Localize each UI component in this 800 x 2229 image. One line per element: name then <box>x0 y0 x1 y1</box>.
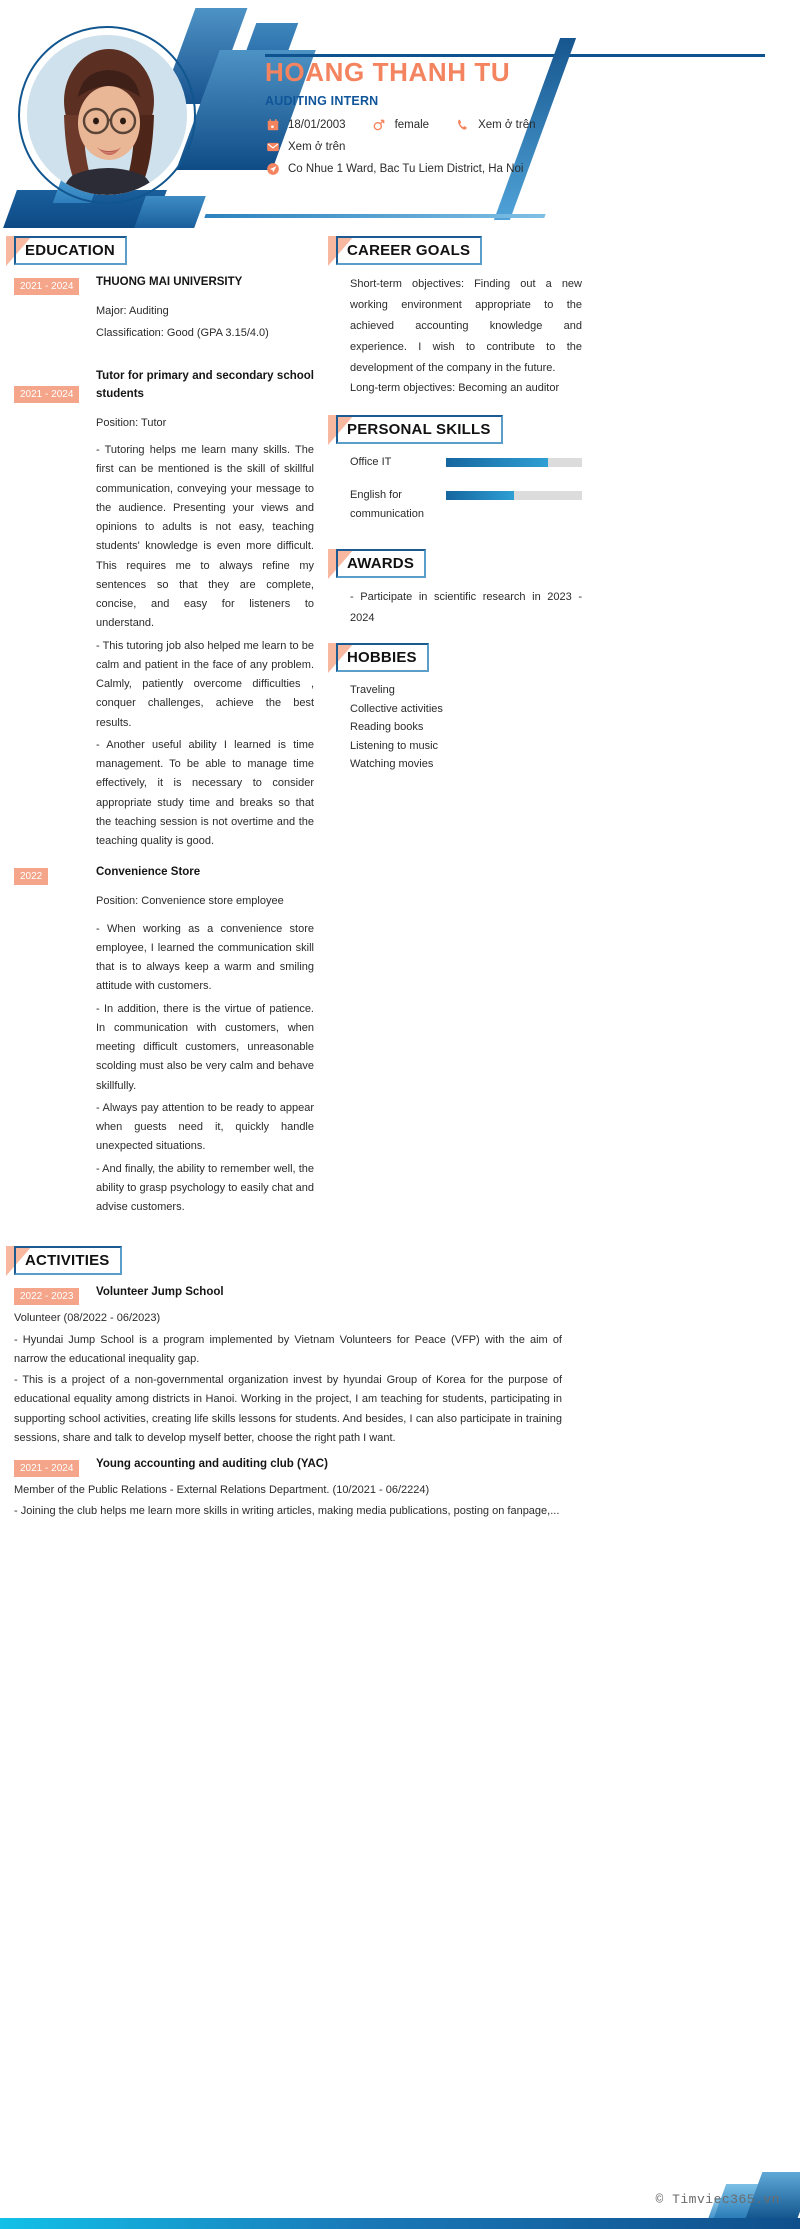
entry-line: - When working as a convenience store employee, I learned the communication skill that is to always keep a warm and smiling attitude with customers. <box>96 922 314 993</box>
entry-title: Volunteer Jump School <box>96 1286 224 1299</box>
skill-progress-fill <box>446 491 514 500</box>
contact-address-text: Co Nhue 1 Ward, Bac Tu Liem District, Ha Noi <box>288 163 524 176</box>
contact-row-1 <box>265 118 562 133</box>
section-heading-career-goals <box>336 242 482 260</box>
section-heading-activities-label: ACTIVITIES <box>14 1246 122 1275</box>
gender-icon <box>372 118 387 133</box>
activity-entry <box>14 1456 786 1477</box>
contact-email-text: Xem ở trên <box>288 141 346 154</box>
hobbies-list <box>336 681 582 773</box>
avatar <box>27 35 187 195</box>
skill-progress-bar <box>446 491 582 500</box>
entry-date <box>14 864 78 1220</box>
entry-line: Volunteer (08/2022 - 06/2023) <box>14 1312 161 1325</box>
section-heading-awards-label: AWARDS <box>336 549 426 578</box>
entry-line: - And finally, the ability to remember well, the ability to grasp psychology to easily chat and advise customers. <box>96 1162 314 1213</box>
date-badge: 2022 <box>14 868 48 885</box>
entry-line: - Always pay attention to be ready to appear when guests need it, quickly handle unexpected situations. <box>96 1101 314 1153</box>
contact-row-3 <box>265 162 562 177</box>
skill-row <box>336 453 582 472</box>
entry-date <box>14 368 78 854</box>
right-column <box>336 228 582 774</box>
activity-body <box>14 1481 562 1522</box>
entry-line: - Tutoring helps me learn many skills. The first can be mentioned is the skill of skillful communication, conveying your message to the audience. Presenting your views and opinions to adults is not easy, teaching students' knowledge is even more difficult. This requires me to always refine my sentences so that they are complete, concise, and easy for listeners to understand. <box>96 444 314 630</box>
education-entry <box>14 274 314 346</box>
activity-entry <box>14 1284 786 1305</box>
contact-gender <box>372 118 430 133</box>
job-title: AUDITING INTERN <box>265 93 379 108</box>
entry-line: - This is a project of a non-governmental organization invest by hyundai Group of Korea for the purpose of educational equality among districts in Hanoi. Working in the project, I am teaching for students, participating in supporting school activities, creating life skills lessons for students. And besides, I can also participate in training sessions, share and talk to develop myself better, choose the right path I want. <box>14 1374 562 1444</box>
activity-body <box>14 1309 562 1448</box>
header-decor-shape-6 <box>134 196 206 228</box>
list-item: Watching movies <box>350 758 434 771</box>
education-entry <box>14 368 314 854</box>
footer-bar <box>0 2218 800 2229</box>
skill-progress-fill <box>446 458 548 467</box>
entry-body <box>96 864 314 1220</box>
contact-birthdate <box>265 118 346 133</box>
entry-title: THUONG MAI UNIVERSITY <box>96 276 243 288</box>
date-badge: 2021 - 2024 <box>14 1460 79 1477</box>
skill-row <box>336 486 582 523</box>
email-icon <box>265 140 280 155</box>
entry-line: Classification: Good (GPA 3.15/4.0) <box>96 327 269 340</box>
career-goals-paragraph-2: Long-term objectives: Becoming an auditor <box>350 382 560 395</box>
entry-line: - This tutoring job also helped me learn to be calm and patient in the face of any problem. Calmly, patiently overcome difficulties , conquer challenges, achieve the best results. <box>96 639 314 729</box>
section-heading-personal-skills <box>336 421 503 439</box>
entry-line: Major: Auditing <box>96 304 169 317</box>
section-heading-hobbies <box>336 649 429 667</box>
entry-line: - Hyundai Jump School is a program implemented by Vietnam Volunteers for Peace (VFP) with the aim of narrow the educational inequality gap. <box>14 1333 562 1365</box>
education-entry <box>14 864 314 1220</box>
contact-email <box>265 140 345 155</box>
entry-line: Position: Tutor <box>96 416 167 429</box>
cv-header <box>0 0 800 228</box>
entry-body <box>96 368 314 854</box>
entry-line: Member of the Public Relations - External Relations Department. (10/2021 - 06/2224) <box>14 1484 430 1496</box>
entry-body <box>96 274 314 346</box>
contact-gender-text: female <box>394 119 430 132</box>
list-item: Traveling <box>350 684 395 697</box>
contact-phone-text: Xem ở trên <box>478 119 536 132</box>
list-item: Collective activities <box>350 702 443 715</box>
contact-list <box>265 118 562 177</box>
list-item: Listening to music <box>350 739 439 752</box>
date-badge: 2022 - 2023 <box>14 1288 79 1305</box>
skill-label: English for communication <box>350 489 424 520</box>
cv-footer <box>0 2137 800 2229</box>
section-heading-personal-skills-label: PERSONAL SKILLS <box>336 415 503 444</box>
entry-title: Young accounting and auditing club (YAC) <box>96 1458 328 1470</box>
contact-row-2 <box>265 140 562 155</box>
entry-date <box>14 274 78 346</box>
contact-phone <box>455 118 535 133</box>
section-heading-education-label: EDUCATION <box>14 236 127 265</box>
activities-section <box>14 1238 786 1521</box>
page-title: HOANG THANH TU <box>265 57 511 87</box>
date-badge: 2021 - 2024 <box>14 278 79 295</box>
entry-line: Position: Convenience store employee <box>96 895 284 908</box>
date-badge: 2021 - 2024 <box>14 386 79 403</box>
contact-address <box>265 162 523 177</box>
entry-line: - Joining the club helps me learn more skills in writing articles, making media publications, posting on fanpage,... <box>14 1505 560 1518</box>
cv-body <box>0 228 800 1522</box>
header-bottom-rule <box>204 214 545 218</box>
skill-label: Office IT <box>350 456 392 469</box>
section-heading-career-goals-label: CAREER GOALS <box>336 236 482 265</box>
entry-date <box>14 1456 78 1477</box>
entry-title: Convenience Store <box>96 866 201 879</box>
skill-progress-bar <box>446 458 582 467</box>
location-icon <box>265 162 280 177</box>
section-heading-hobbies-label: HOBBIES <box>336 643 429 672</box>
entry-line: - In addition, there is the virtue of patience. In communication with customers, when meeting difficult customers, unreasonable scolding must also be very calm and behave skillfully. <box>96 1002 314 1092</box>
section-heading-awards <box>336 555 426 573</box>
entry-date <box>14 1284 78 1305</box>
career-goals-paragraph: Short-term objectives: Finding out a new working environment appropriate to the achieved accounting knowledge and experience. I wish to contribute to the development of the company in the future. <box>350 278 582 374</box>
phone-icon <box>455 118 470 133</box>
award-item: - Participate in scientific research in 2023 - 2024 <box>350 591 582 625</box>
contact-birthdate-text: 18/01/2003 <box>288 119 346 132</box>
section-heading-education <box>14 242 127 260</box>
footer-credit: © Timviec365.vn <box>655 2192 780 2207</box>
calendar-icon <box>265 118 280 133</box>
section-heading-activities <box>14 1252 122 1270</box>
left-column <box>14 228 314 1222</box>
list-item: Reading books <box>350 721 424 734</box>
entry-title: Tutor for primary and secondary school students <box>96 370 314 401</box>
entry-line: - Another useful ability I learned is time management. To be able to manage time effectively, it is necessary to consider appropriate study time and breaks so that the teaching session is not overtime and the teaching quality is good. <box>96 738 314 848</box>
